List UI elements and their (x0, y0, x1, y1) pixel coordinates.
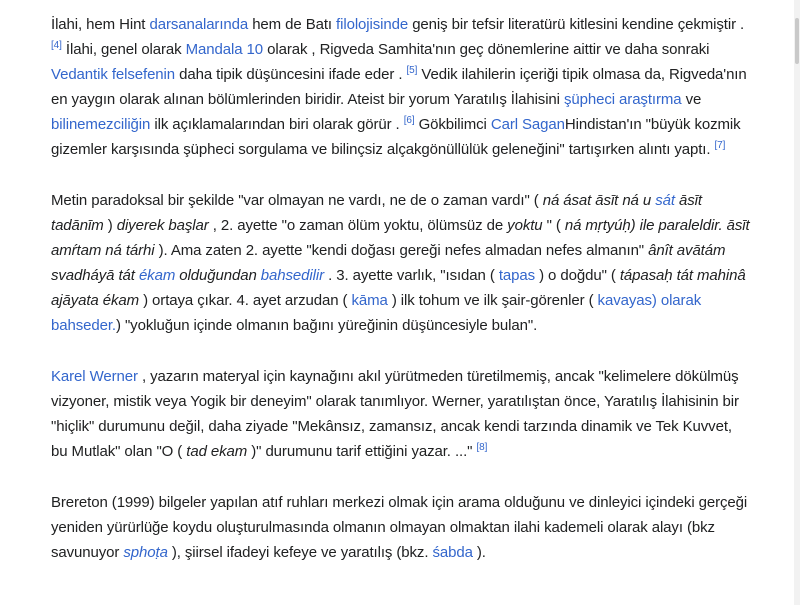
text-run: tad ekam (186, 443, 248, 460)
wiki-link[interactable]: sát (655, 192, 675, 209)
citation-link[interactable]: [6] (403, 115, 415, 126)
text-run: Metin paradoksal bir şekilde "var olmayan ne vardı, ne de o zaman vardı" ( (51, 192, 543, 209)
text-run: ná ásat āsīt ná u (542, 192, 656, 209)
text-run: ilk açıklamalarından biri olarak görür . (150, 116, 404, 133)
text-run: Gökbilimci (414, 116, 491, 133)
text-run: ) o doğdu" ( (535, 267, 620, 284)
paragraph-werner (51, 364, 751, 464)
wiki-link[interactable]: Carl Sagan (490, 116, 565, 133)
text-run: olduğundan (175, 267, 257, 284)
article-body (51, 12, 751, 591)
paragraph-interpretations (51, 12, 751, 162)
text-run: ) ilk tohum ve ilk şair-görenler ( (387, 292, 598, 309)
text-run: ânît avātám svadháyā tát (51, 242, 726, 284)
wiki-link[interactable]: bilinemezciliğin (51, 116, 151, 133)
text-run: hem de Batı (248, 16, 337, 33)
text-run: tápasaḥ tát mahinâ ajāyata ékam (51, 267, 746, 309)
text-run: ve (681, 91, 702, 108)
text-run: İlahi, hem Hint (51, 16, 150, 33)
text-run: . 3. ayette varlık, "ısıdan ( (324, 267, 499, 284)
wiki-link[interactable]: ékam (138, 267, 176, 284)
wiki-link[interactable]: śabda (432, 544, 473, 561)
text-run: daha tipik düşüncesini ifade eder . (175, 66, 407, 83)
wiki-link[interactable]: tapas (498, 267, 536, 284)
text-run: Brereton (1999) bilgeler yapılan atıf ruhları merkezi olmak için arama olduğunu ve dinleyici içindeki gerçeği yeniden yürürlüğe koydu oluşturulmasında olmanın olmayan olmaktan ilahi kademeli olarak alayı (bkz savunuyor (51, 494, 748, 561)
wiki-link[interactable]: filolojisinde (336, 16, 409, 33)
text-run: diyerek başlar (116, 217, 209, 234)
text-run: ) ortaya çıkar. 4. ayet arzudan ( (139, 292, 352, 309)
text-run: , yazarın materyal için kaynağını akıl yürütmeden türetilmemiş, ancak "kelimelere dökülmüş vizyoner, mistik veya Yogik bir deneyim" olarak tanımlıyor. Werner, yaratılıştan önce, Yaratılış İlahisinin bir "hiçlik" durumunu değil, daha ziyade "Mekânsız, zamansız, ancak kendi tarzında dinamik ve Tek Kuvvet, bu Mutlak" olan "O ( (51, 368, 739, 460)
text-run: yoktu (507, 217, 543, 234)
citation-link[interactable]: [7] (714, 140, 726, 151)
scrollbar-thumb[interactable] (795, 18, 799, 64)
wiki-link[interactable]: bahsedilir (260, 267, 324, 284)
text-run: ) "yokluğun içinde olmanın bağını yüreğinin düşüncesiyle bulan". (116, 317, 538, 334)
wiki-link[interactable]: Mandala 10 (185, 41, 264, 58)
text-run: ná mṛtyúḥ) ile paraleldir. āsīt amŕtam ná tárhi (51, 217, 750, 259)
text-run: " ( (542, 217, 565, 234)
text-run: āsīt tadānīm (51, 192, 702, 234)
text-run: ) (103, 217, 117, 234)
citation-link[interactable]: [4] (51, 40, 62, 51)
wiki-link[interactable]: kavayas) olarak bahseder. (51, 292, 702, 334)
citation-link[interactable]: [5] (406, 65, 418, 76)
text-run: geniş bir tefsir literatürü kitlesini kendine çekmiştir . (408, 16, 745, 33)
text-run: Vedik ilahilerin içeriği tipik olmasa da, Rigveda'nın en yaygın olarak alınan bölümlerinden biridir. Ateist bir yorum Yaratılış İlahisini (51, 66, 747, 108)
wiki-link[interactable]: şüpheci araştırma (563, 91, 682, 108)
scrollbar[interactable] (794, 0, 800, 605)
text-run: ). Ama zaten 2. ayette "kendi doğası gereği nefes almadan nefes almanın" (154, 242, 649, 259)
text-run: İlahi, genel olarak (61, 41, 186, 58)
text-run: Hindistan'ın "büyük kozmik gizemler karşısında şüpheci sorgulama ve bilinçsiz alçakgönüllülük geleneğini" tartışırken alıntı yaptı. (51, 116, 741, 158)
wiki-link[interactable]: sphoṭa (123, 544, 168, 561)
wiki-link[interactable]: Vedantik felsefenin (51, 66, 176, 83)
paragraph-paradox (51, 188, 751, 338)
paragraph-brereton (51, 490, 751, 565)
citation-link[interactable]: [8] (476, 442, 488, 453)
text-run: , 2. ayette "o zaman ölüm yoktu, ölümsüz de (208, 217, 508, 234)
text-run: ), şiirsel ifadeyi kefeye ve yaratılış (bkz. (167, 544, 433, 561)
wiki-link[interactable]: darsanalarında (149, 16, 249, 33)
wiki-link[interactable]: kāma (351, 292, 388, 309)
text-run: ). (472, 544, 486, 561)
text-run: )" durumunu tarif ettiğini yazar. ..." (247, 443, 477, 460)
text-run: olarak , Rigveda Samhita'nın geç dönemlerine aittir ve daha sonraki (263, 41, 710, 58)
wiki-link[interactable]: Karel Werner (51, 368, 138, 385)
